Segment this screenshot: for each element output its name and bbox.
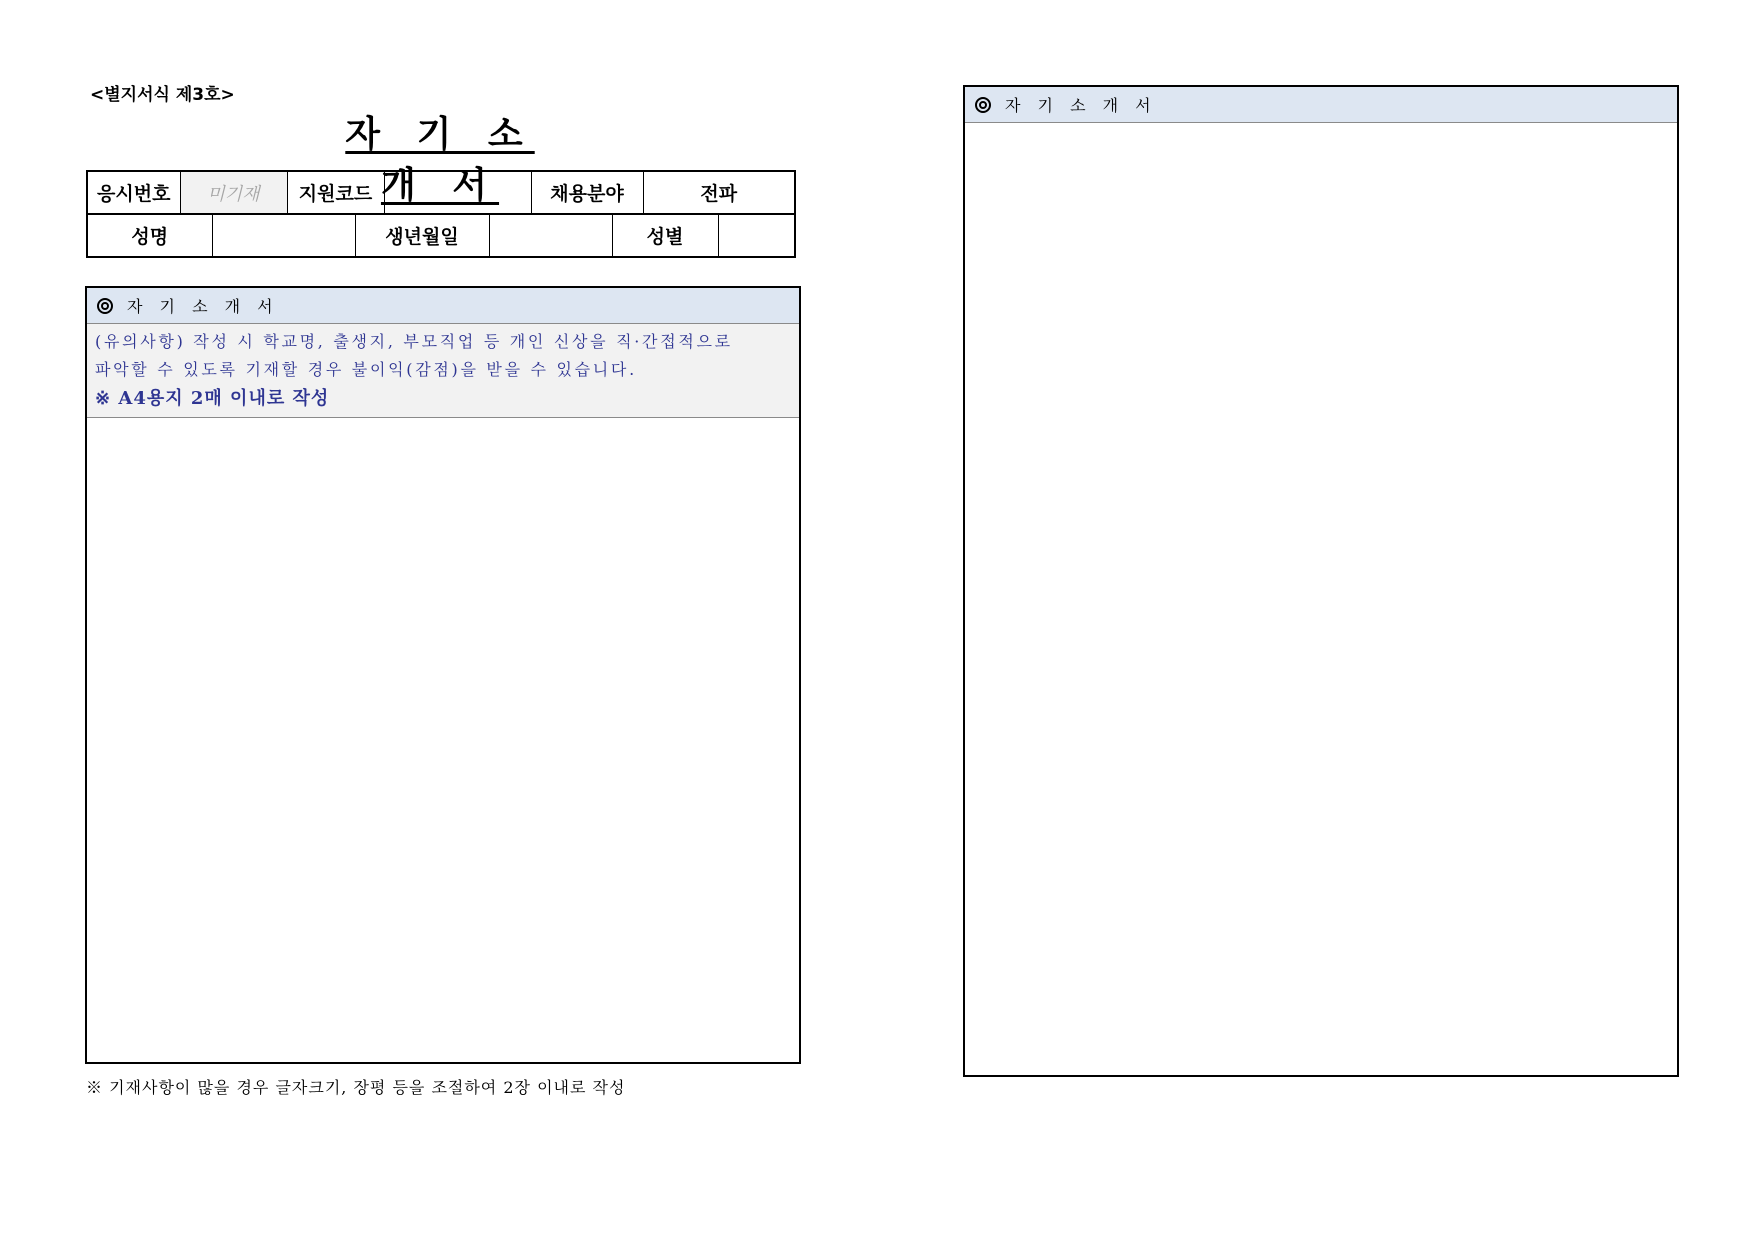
- notice-line-1: (유의사항) 작성 시 학교명, 출생지, 부모직업 등 개인 신상을 직·간접적으로: [95, 332, 733, 351]
- self-intro-text-area[interactable]: [87, 418, 799, 1058]
- panel-header-label: 자 기 소 개 서: [1005, 96, 1157, 115]
- panel-header: [87, 288, 799, 324]
- gender-field[interactable]: [718, 214, 795, 257]
- name-field[interactable]: [212, 214, 355, 257]
- recruit-field-label: 채용분야: [531, 171, 643, 214]
- apply-code-field[interactable]: [384, 171, 531, 214]
- name-label: 성명: [87, 214, 212, 257]
- panel-header-label: 자 기 소 개 서: [127, 297, 279, 316]
- double-circle-icon: [97, 298, 113, 314]
- exam-number-label: 응시번호: [87, 171, 180, 214]
- exam-number-field[interactable]: 미기재: [180, 171, 287, 214]
- form-number: <별지서식 제3호>: [90, 85, 235, 105]
- document-title: 자 기 소 개 서: [345, 114, 535, 206]
- notice-emphasis: ※ A4용지 2매 이내로 작성: [95, 388, 330, 409]
- applicant-info-row-1: [86, 170, 796, 215]
- birthdate-field[interactable]: [489, 214, 612, 257]
- panel-header: [965, 87, 1677, 123]
- notice-box: [87, 324, 799, 418]
- birthdate-label: 생년월일: [355, 214, 489, 257]
- apply-code-label: 지원코드: [287, 171, 384, 214]
- applicant-info-row-2: [86, 213, 796, 258]
- notice-line-2: 파악할 수 있도록 기재할 경우 불이익(감점)을 받을 수 있습니다.: [95, 360, 637, 379]
- self-intro-panel-page2: [963, 85, 1679, 1077]
- recruit-field-value: 전파: [643, 171, 795, 214]
- gender-label: 성별: [612, 214, 718, 257]
- footnote: ※ 기재사항이 많을 경우 글자크기, 장평 등을 조절하여 2장 이내로 작성: [86, 1078, 626, 1097]
- self-intro-text-area[interactable]: [965, 123, 1677, 1073]
- self-intro-panel-page1: [85, 286, 801, 1064]
- double-circle-icon: [975, 97, 991, 113]
